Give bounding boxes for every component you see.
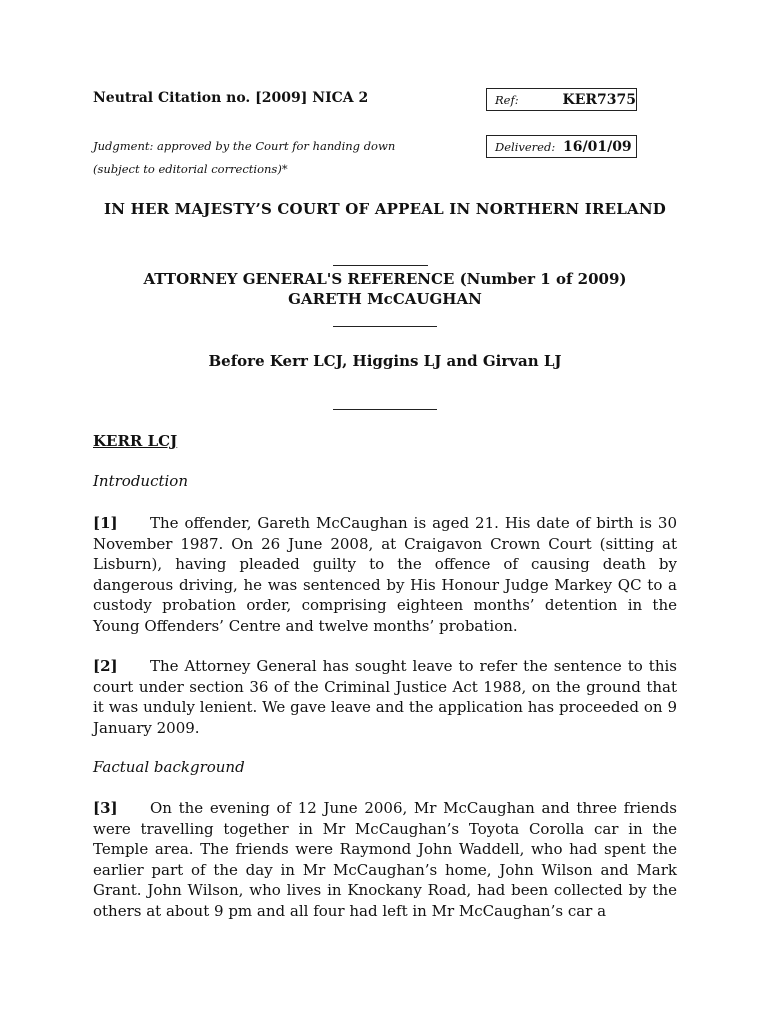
paragraph-number: [2] xyxy=(93,657,118,675)
reference-value: KER7375 xyxy=(562,91,636,108)
paragraph xyxy=(93,798,677,921)
editorial-note: (subject to editorial corrections)* xyxy=(93,162,288,176)
paragraph xyxy=(93,513,677,636)
paragraph xyxy=(93,656,677,738)
section-heading-introduction: Introduction xyxy=(93,472,188,490)
section-heading-factual-background: Factual background xyxy=(93,758,245,776)
paragraph-text: On the evening of 12 June 2006, Mr McCaughan and three friends were travelling together in Mr McCaughan’s Toyota Corolla car in the Temple area. The friends were Raymond John Waddell, who had spent the earlier part of the day in Mr McCaughan’s home, John Wilson and Mark Grant. John Wilson, who lives in Knockany Road, had been collected by the others at about 9 pm and all four had left in Mr McCaughan’s car a xyxy=(93,799,677,920)
judge-heading: KERR LCJ xyxy=(93,432,178,450)
paragraph-number: [1] xyxy=(93,514,118,532)
paragraph-text: The offender, Gareth McCaughan is aged 21. His date of birth is 30 November 1987. On 26 June 2008, at Craigavon Crown Court (sitting at Lisburn), having pleaded guilty to the offence of causing death by dangerous driving, he was sentenced by His Honour Judge Markey QC to a custody probation order, comprising eighteen months’ detention in the Young Offenders’ Centre and twelve months’ probation. xyxy=(93,514,677,635)
divider xyxy=(333,265,428,266)
paragraph-text: The Attorney General has sought leave to refer the sentence to this court under section 36 of the Criminal Justice Act 1988, on the ground that it was unduly lenient. We gave leave and the application has proceeded on 9 January 2009. xyxy=(93,657,677,737)
divider xyxy=(333,326,437,327)
case-title: ATTORNEY GENERAL'S REFERENCE (Number 1 of 2009) xyxy=(143,270,627,288)
court-title: IN HER MAJESTY’S COURT OF APPEAL IN NORTHERN IRELAND xyxy=(104,200,666,218)
case-name: GARETH McCAUGHAN xyxy=(288,290,482,308)
neutral-citation: Neutral Citation no. [2009] NICA 2 xyxy=(93,90,369,106)
delivered-value: 16/01/09 xyxy=(563,138,632,155)
reference-box xyxy=(486,88,637,111)
reference-label: Ref: xyxy=(495,92,519,107)
delivered-label: Delivered: xyxy=(495,139,556,154)
bench: Before Kerr LCJ, Higgins LJ and Girvan LJ xyxy=(208,352,562,370)
approval-note: Judgment: approved by the Court for handing down xyxy=(93,139,396,153)
divider xyxy=(333,409,437,410)
paragraph-number: [3] xyxy=(93,799,118,817)
delivered-box xyxy=(486,135,637,158)
